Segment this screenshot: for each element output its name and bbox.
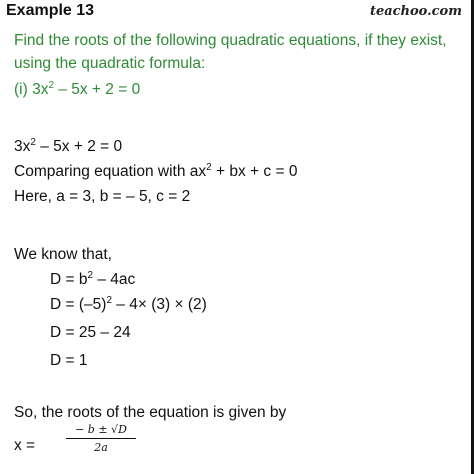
d2-part-b: – 4× (3) × (2) xyxy=(112,296,207,313)
discriminant-formula xyxy=(50,271,135,289)
discriminant-substitution xyxy=(50,296,207,314)
superscript: 2 xyxy=(87,269,94,281)
question-part-i xyxy=(14,81,140,99)
here-line: Here, a = 3, b = – 5, c = 2 xyxy=(14,188,191,205)
roots-line: So, the roots of the equation is given by xyxy=(14,404,287,421)
d1-part-b: – 4ac xyxy=(93,271,136,288)
we-know-line: We know that, xyxy=(14,246,112,263)
part-rest: – 5x + 2 = 0 xyxy=(54,81,141,98)
eq-part-a: 3x xyxy=(14,138,31,155)
quadratic-fraction xyxy=(66,423,136,454)
compare-part-b: + bx + c = 0 xyxy=(211,163,298,180)
d2-part-a: D = (–5) xyxy=(50,296,107,313)
question-line-1: Find the roots of the following quadratic equations, if they exist, xyxy=(14,32,447,49)
equation-line xyxy=(14,138,122,156)
x-label: x = xyxy=(14,437,36,454)
example-title: Example 13 xyxy=(6,2,95,19)
superscript: 2 xyxy=(206,161,212,173)
discriminant-step: D = 25 – 24 xyxy=(50,324,131,341)
fraction-denominator: 2a xyxy=(94,441,108,454)
brand-logo: teachoo.com xyxy=(369,4,462,19)
eq-part-b: – 5x + 2 = 0 xyxy=(35,138,123,155)
fraction-numerator: − b ± √D xyxy=(75,423,127,436)
comparing-line xyxy=(14,163,297,181)
superscript: 2 xyxy=(30,136,36,148)
d1-part-a: D = b xyxy=(50,271,88,288)
fraction-bar xyxy=(66,438,136,439)
discriminant-result: D = 1 xyxy=(50,352,88,369)
compare-part-a: Comparing equation with ax xyxy=(14,163,207,180)
superscript: 2 xyxy=(48,79,55,91)
question-line-2: using the quadratic formula: xyxy=(14,55,206,72)
superscript: 2 xyxy=(106,294,112,306)
part-label: (i) 3x xyxy=(14,81,49,98)
